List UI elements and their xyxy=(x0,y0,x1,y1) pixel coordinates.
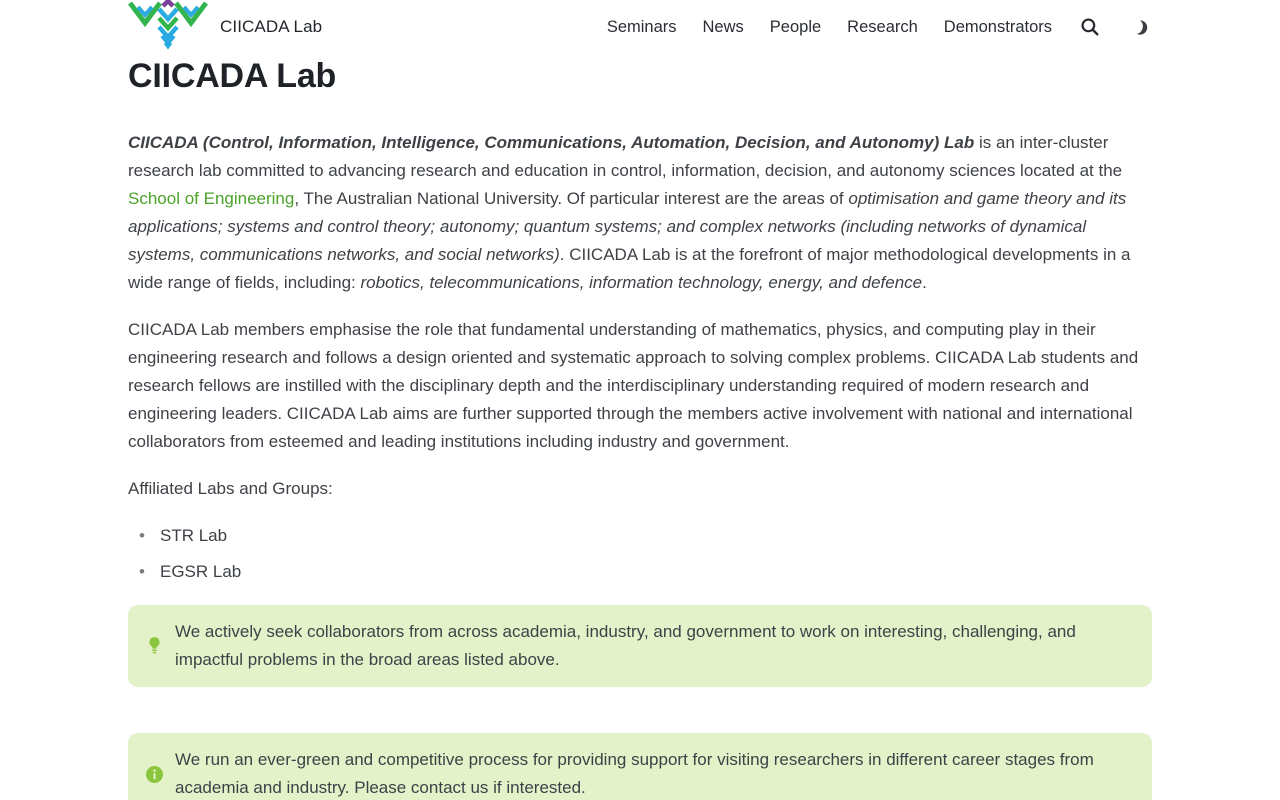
school-of-engineering-link[interactable]: School of Engineering xyxy=(128,189,295,208)
nav-item-news[interactable]: News xyxy=(702,17,744,36)
callout-text: We run an ever-green and competitive process for providing support for visiting researchers in different career stages from academia and industry. Please contact us if interested. xyxy=(175,750,1094,797)
callout-text: We actively seek collaborators from across academia, industry, and government to work on interesting, challenging, and impactful problems in the broad areas listed above. xyxy=(175,622,1076,669)
list-item-str-lab xyxy=(128,522,1152,550)
page-title: CIICADA Lab xyxy=(128,57,337,95)
text-segment: . xyxy=(922,273,927,292)
text-segment: CIICADA (Control, Information, Intelligence, Communications, Automation, Decision, and Autonomy) Lab xyxy=(128,133,975,152)
text-segment: optimisation and game theory and its applications; systems and control theory; autonomy; quantum systems; and complex networks (including networks of dynamical systems, communications networks, and social networks) xyxy=(128,189,1127,264)
about-paragraph: CIICADA Lab members emphasise the role that fundamental understanding of mathematics, physics, and computing play in their engineering research and follows a design oriented and systematic approach to solving complex problems. CIICADA Lab students and research fellows are instilled with the disciplinary depth and the interdisciplinary understanding required of modern research and engineering leaders. CIICADA Lab aims are further supported through the members active involvement with national and international collaborators from esteemed and leading institutions including industry and government. xyxy=(128,320,1139,451)
cicada-logo-icon xyxy=(128,0,208,52)
nav-item-research[interactable]: Research xyxy=(847,17,918,36)
collaborators-callout xyxy=(128,605,1152,687)
info-icon xyxy=(146,766,163,783)
main-nav xyxy=(607,15,1152,39)
affiliated-list xyxy=(128,522,1152,586)
brand-home-link[interactable] xyxy=(128,2,322,52)
moon-icon[interactable] xyxy=(1128,15,1152,39)
lightbulb-icon xyxy=(146,637,163,656)
intro-paragraph xyxy=(128,129,1152,297)
nav-item-seminars[interactable]: Seminars xyxy=(606,17,677,36)
text-segment: robotics, telecommunications, information technology, energy, and defence xyxy=(360,273,923,292)
search-icon[interactable] xyxy=(1078,15,1102,39)
text-segment: is an inter-cluster research lab committed to advancing research and education in control, information, decision, and autonomy sciences located at the xyxy=(128,133,1123,180)
top-navbar xyxy=(0,0,1280,54)
list-item-egsr-lab xyxy=(128,558,1152,586)
main-content xyxy=(128,54,1152,800)
text-segment: , The Australian National University. Of particular interest are the areas of xyxy=(294,189,849,208)
visiting-researchers-callout xyxy=(128,733,1152,800)
nav-item-demonstrators[interactable]: Demonstrators xyxy=(943,17,1052,36)
affiliated-label: Affiliated Labs and Groups: xyxy=(128,479,333,498)
text-segment: . CIICADA Lab is at the forefront of major methodological developments in a wide range of fields, including: xyxy=(128,245,1131,292)
list-item-label: EGSR Lab xyxy=(160,562,242,581)
list-item-label: STR Lab xyxy=(160,526,228,545)
nav-item-people[interactable]: People xyxy=(769,17,822,36)
brand-name: CIICADA Lab xyxy=(220,17,323,36)
